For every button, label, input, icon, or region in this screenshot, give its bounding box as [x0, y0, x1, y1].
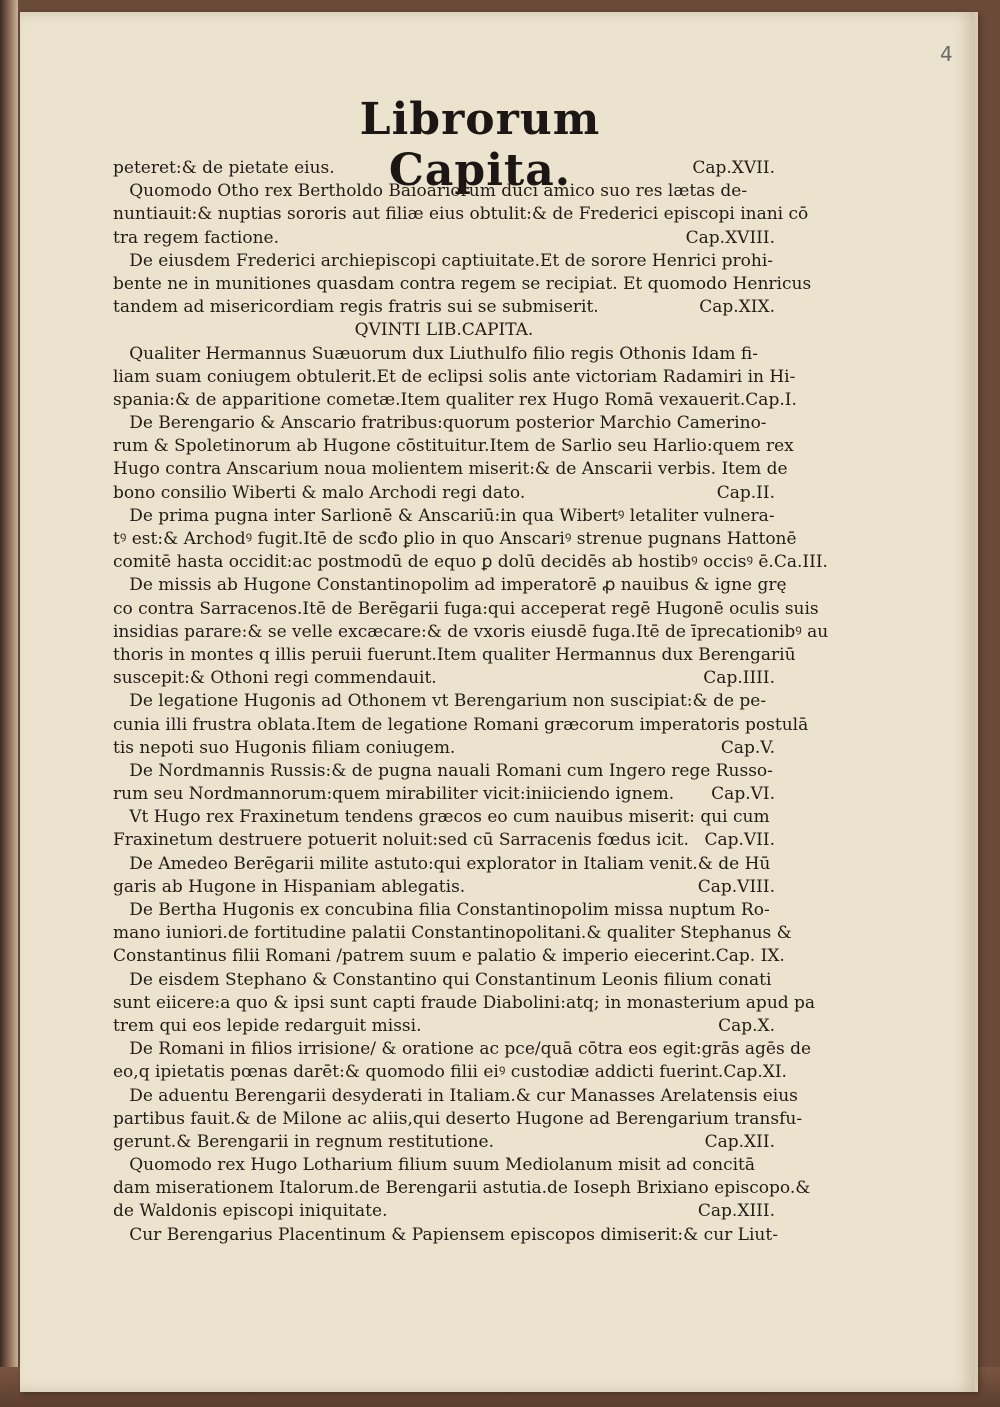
text-line: [113, 783, 775, 806]
text-line: [113, 1131, 775, 1154]
text-line: [113, 737, 775, 760]
chapter-number: Cap.I.: [745, 389, 797, 410]
text-line: [113, 760, 775, 783]
line-text: De Bertha Hugonis ex concubina filia Constantinopolim missa nuptum Ro-: [113, 900, 770, 920]
line-text: Vt Hugo rex Fraxinetum tendens græcos eo cum nauibus miserit: qui cum: [113, 807, 770, 828]
line-text: spania:& de apparitione cometæ.Item qualiter rex Hugo Romā vexauerit.: [113, 389, 746, 410]
line-text: De Romani in filios irrisione/ & oratione ac pce/quā cōtra eos egit:grās agēs de: [113, 1039, 812, 1060]
text-line: [113, 1015, 775, 1038]
text-line: [113, 343, 775, 366]
text-line: [113, 667, 775, 690]
line-text: QVINTI LIB.CAPITA.: [354, 320, 534, 341]
text-line: [113, 1085, 798, 1108]
text-line: [113, 1177, 811, 1200]
line-text: dam miserationem Italorum.de Berengarii astutia.de Ioseph Brixiano episcopo.&: [113, 1178, 811, 1199]
chapter-number: Cap.XI.: [723, 1062, 787, 1083]
line-text: Quomodo Otho rex Bertholdo Baioariorum duci amico suo res lætas de-: [113, 181, 748, 202]
text-line: [113, 296, 775, 319]
line-text: co contra Sarracenos.Itē de Berēgarii fuga:qui acceperat regē Hugonē oculis suis: [113, 598, 819, 619]
line-text: bente ne in munitiones quasdam contra regem se recipiat. Et quomodo Henricus: [113, 273, 812, 294]
text-line: [113, 853, 775, 876]
line-text: tandem ad misericordiam regis fratris sui se submiserit.: [113, 297, 599, 318]
line-text: Hugo contra Anscarium noua molientem miserit:& de Anscarii verbis. Item de: [113, 459, 788, 480]
text-line: [113, 366, 796, 389]
line-text: tis nepoti suo Hugonis filiam coniugem.: [113, 737, 456, 758]
line-text: De Nordmannis Russis:& de pugna nauali Romani cum Ingero rege Russo-: [113, 760, 773, 781]
line-text: suscepit:& Othoni regi commendauit.: [113, 668, 437, 689]
chapter-number: Cap.II.: [716, 482, 775, 503]
text-line: [113, 899, 775, 922]
text-line: [113, 574, 787, 597]
line-text: tra regem factione.: [113, 227, 280, 248]
line-text: Cur Berengarius Placentinum & Papiensem episcopos dimiserit:& cur Liut-: [113, 1224, 778, 1245]
text-line: [113, 250, 775, 273]
text-line: [113, 945, 785, 968]
chapter-number: Cap.XVIII.: [685, 227, 775, 248]
folio-number: 4: [940, 42, 953, 66]
line-text: partibus fauit.& de Milone ac aliis,qui deserto Hugone ad Berengarium transfu-: [113, 1108, 803, 1129]
line-text: rum seu Nordmannorum:quem mirabiliter vicit:iniiciendo ignem.: [113, 784, 675, 805]
text-line: [113, 458, 788, 481]
text-line: [113, 203, 809, 226]
line-text: sunt eiicere:a quo & ipsi sunt capti fraude Diabolini:atq; in monasterium apud pa: [113, 992, 816, 1013]
text-line: [113, 551, 828, 574]
text-line: [113, 690, 775, 713]
line-text: liam suam coniugem obtulerit.Et de eclipsi solis ante victoriam Radamiri in Hi-: [113, 366, 796, 387]
text-line: [113, 227, 775, 250]
text-line: [113, 1200, 775, 1223]
line-text: Qualiter Hermannus Suæuorum dux Liuthulfo filio regis Othonis Idam fi-: [113, 343, 759, 364]
line-text: De aduentu Berengarii desyderati in Italiam.& cur Manasses Arelatensis eius: [113, 1085, 798, 1106]
line-text: tꝰ est:& Archodꝰ fugit.Itē de scđo ꝑlio in quo Anscariꝰ strenue pugnans Hattonē: [113, 529, 797, 549]
chapter-number: Cap.XIX.: [699, 297, 775, 318]
text-line: [113, 180, 775, 203]
book-page: [20, 12, 978, 1392]
chapter-number: Cap.XII.: [704, 1131, 775, 1152]
text-line: [113, 412, 775, 435]
text-line: [113, 1108, 803, 1131]
chapter-number: Cap.IIII.: [703, 668, 775, 689]
line-text: cunia illi frustra oblata.Item de legatione Romani græcorum imperatoris postulā: [113, 714, 809, 735]
line-text: thoris in montes q illis peruii fuerunt.Item qualiter Hermannus dux Berengariū: [113, 644, 796, 665]
line-text: Fraxinetum destruere potuerit noluit:sed cū Sarracenis fœdus icit.: [113, 830, 689, 851]
text-line: [113, 922, 792, 945]
line-text: eo,q ipietatis pœnas darēt:& quomodo filii eiꝰ custodiæ addicti fuerint.: [113, 1062, 724, 1083]
line-text: bono consilio Wiberti & malo Archodi regi dato.: [113, 482, 526, 503]
line-text: garis ab Hugone in Hispaniam ablegatis.: [113, 876, 466, 897]
line-text: trem qui eos lepide redarguit missi.: [113, 1015, 422, 1036]
line-text: De legatione Hugonis ad Othonem vt Berengarium non suscipiat:& de pe-: [113, 691, 767, 712]
text-line: [113, 876, 775, 899]
text-line: [113, 389, 797, 412]
line-text: gerunt.& Berengarii in regnum restitutione.: [113, 1131, 495, 1152]
chapter-number: Cap.XVII.: [692, 158, 775, 178]
line-text: Constantinus filii Romani /patrem suum e palatio & imperio eiecerint.: [113, 946, 716, 967]
line-text: Quomodo rex Hugo Lotharium filium suum Mediolanum misit ad concitā: [113, 1155, 756, 1176]
chapter-list: [113, 157, 829, 1247]
chapter-number: Ca.III.: [773, 552, 828, 573]
line-text: nuntiauit:& nuptias sororis aut filiæ eius obtulit:& de Frederici episcopi inani cō: [113, 204, 809, 225]
chapter-number: Cap.V.: [720, 737, 775, 758]
text-line: [113, 806, 775, 829]
text-line: [113, 505, 775, 528]
text-line: [113, 714, 809, 737]
line-text: De missis ab Hugone Constantinopolim ad imperatorē ꝓ nauibus & igne grę: [113, 575, 787, 596]
text-line: [113, 157, 775, 180]
text-line: [113, 644, 796, 667]
text-line: [113, 829, 775, 852]
line-text: De eisdem Stephano & Constantino qui Constantinum Leonis filium conati: [113, 969, 772, 990]
chapter-number: Cap.XIII.: [697, 1201, 775, 1222]
text-line: [113, 1224, 778, 1247]
text-line: [113, 598, 819, 621]
text-line: [113, 273, 812, 296]
line-text: rum & Spoletinorum ab Hugone cōstituitur.Item de Sarlio seu Harlio:quem rex: [113, 436, 794, 457]
line-text: De Berengario & Anscario fratribus:quorum posterior Marchio Camerino-: [113, 413, 767, 434]
chapter-number: Cap.VII.: [704, 830, 775, 851]
line-text: De eiusdem Frederici archiepiscopi captiuitate.Et de sorore Henrici prohi-: [113, 250, 774, 271]
text-line: [113, 1038, 812, 1061]
line-text: mano iuniori.de fortitudine palatii Constantinopolitani.& qualiter Stephanus &: [113, 923, 792, 944]
text-line: [113, 1154, 775, 1177]
binding-edge: [0, 0, 18, 1407]
chapter-number: Cap. IX.: [715, 946, 785, 967]
text-line: [113, 992, 816, 1015]
text-line: [113, 1061, 787, 1084]
chapter-number: Cap.X.: [718, 1015, 775, 1036]
chapter-number: Cap.VIII.: [697, 876, 775, 897]
text-line: [113, 435, 794, 458]
chapter-number: Cap.VI.: [711, 784, 775, 805]
section-heading: [113, 319, 775, 342]
line-text: insidias parare:& se velle excæcare:& de vxoris eiusdē fuga.Itē de īprecationibꝰ au: [113, 621, 829, 642]
line-text: comitē hasta occidit:ac postmodū de equo ꝑ dolū decidēs ab hostibꝰ occisꝰ ē.: [113, 552, 774, 573]
line-text: De Amedeo Berēgarii milite astuto:qui explorator in Italiam venit.& de Hū: [113, 853, 771, 874]
text-line: [113, 969, 775, 992]
text-line: [113, 482, 775, 505]
line-text: peteret:& de pietate eius.: [113, 158, 335, 178]
line-text: De prima pugna inter Sarlionē & Anscariū:in qua Wibertꝰ letaliter vulnera-: [113, 505, 775, 526]
line-text: de Waldonis episcopi iniquitate.: [113, 1201, 388, 1222]
page-heading: Librorum Capita.: [359, 94, 601, 196]
text-line: [113, 528, 797, 551]
text-line: [113, 621, 829, 644]
